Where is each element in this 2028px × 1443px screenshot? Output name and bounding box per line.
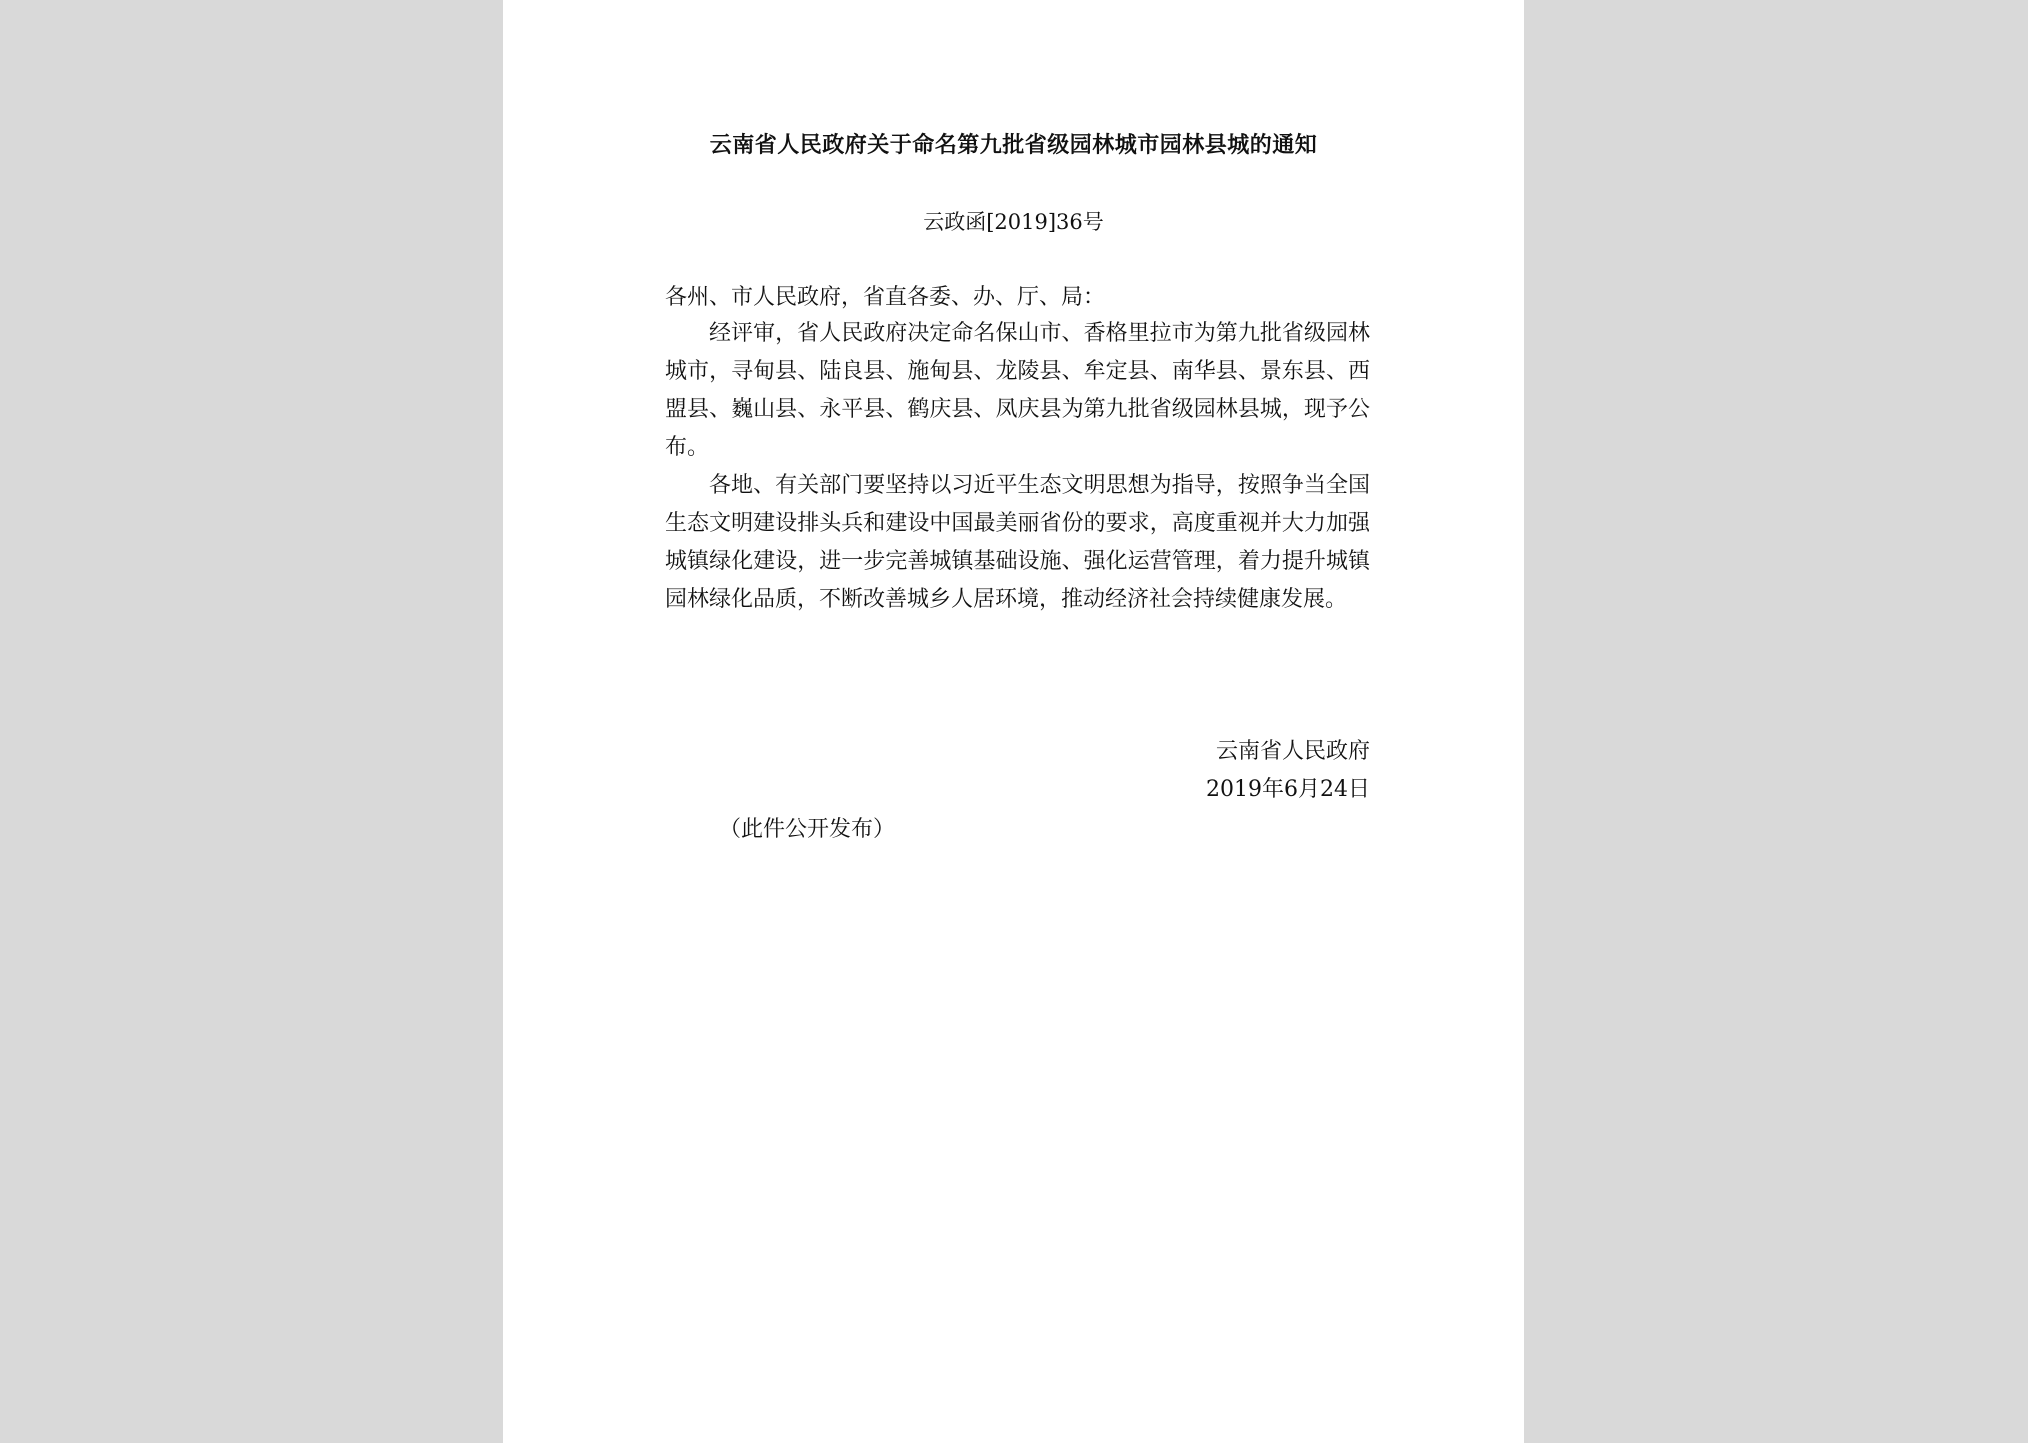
document-page: [503, 0, 1524, 1443]
issue-date: 2019年6月24日: [1206, 777, 1370, 802]
salutation: 各州、市人民政府，省直各委、办、厅、局：: [665, 285, 1106, 310]
document-number: 云政函[2019]36号: [923, 210, 1104, 234]
issuer-signature: 云南省人民政府: [1215, 739, 1370, 764]
body-paragraph: 经评审，省人民政府决定命名保山市、香格里拉市为第九批省级园林城市，寻甸县、陆良县、施甸县、龙陵县、牟定县、南华县、景东县、西盟县、巍山县、永平县、鹤庆县、凤庆县为第九批省级园林县城，现予公布。: [665, 321, 1370, 460]
publish-note: （此件公开发布）: [719, 817, 896, 842]
page-title: 云南省人民政府关于命名第九批省级园林城市园林县城的通知: [709, 132, 1318, 158]
body-paragraph: 各地、有关部门要坚持以习近平生态文明思想为指导，按照争当全国生态文明建设排头兵和建设中国最美丽省份的要求，高度重视并大力加强城镇绿化建设，进一步完善城镇基础设施、强化运营管理，着力提升城镇园林绿化品质，不断改善城乡人居环境，推动经济社会持续健康发展。: [665, 473, 1370, 612]
